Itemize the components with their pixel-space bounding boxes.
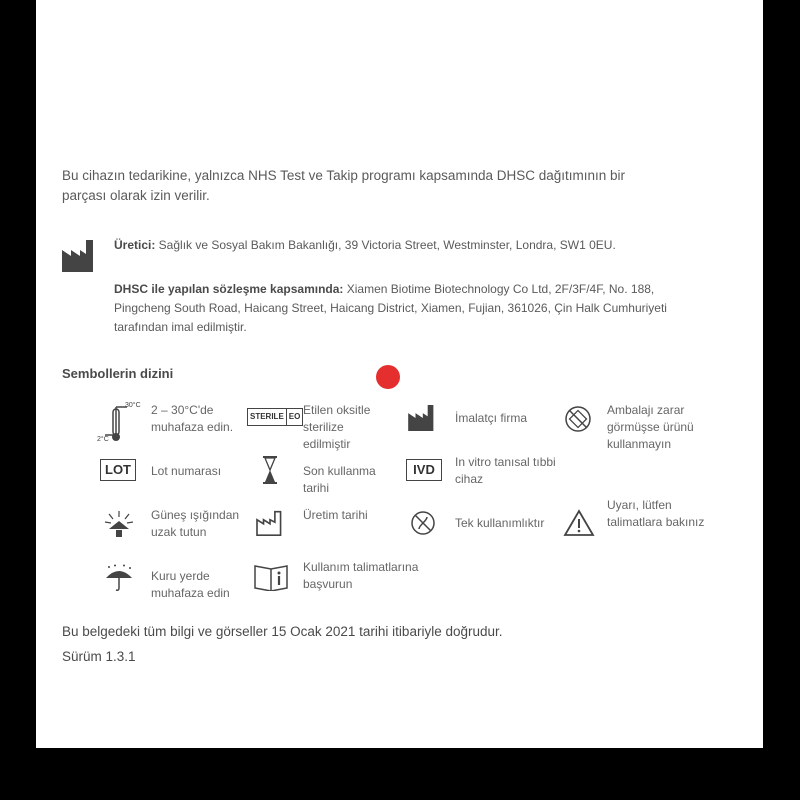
symbol-text-lot: Lot numarası (151, 464, 222, 478)
temp-lower-label: 2°C (97, 436, 109, 443)
hourglass-icon (262, 456, 278, 484)
accuracy-statement: Bu belgedeki tüm bilgi ve görseller 15 Ocak 2021 tarihi itibariyle doğrudur. (62, 624, 503, 639)
warning-icon (563, 509, 595, 537)
symbols-heading: Sembollerin dizini (62, 366, 174, 381)
umbrella-icon (104, 564, 134, 592)
symbol-text-ifu: Kullanım talimatlarına başvurun (303, 560, 419, 591)
single-use-icon (410, 510, 436, 536)
instructions-icon (253, 563, 289, 591)
ivd-icon: IVD (406, 459, 442, 481)
symbol-text-ivd: In vitro tanısal tıbbi cihaz (455, 455, 556, 486)
contract-text: Xiamen Biotime Biotechnology Co Ltd, 2F/3F/4F, No. 188, Pingcheng South Road, Haicang Street, Haicang District, Xiamen, Fujian, 361026, Çin Halk Cumhuriyeti tarafından imal edilmiştir. (114, 282, 667, 334)
contract-info (114, 280, 674, 337)
symbol-text-expiry: Son kullanma tarihi (303, 464, 376, 495)
eo-box-text: EO (288, 412, 301, 421)
intro-paragraph: Bu cihazın tedarikine, yalnızca NHS Test ve Takip programı kapsamında DHSC dağıtımının bir parçası olarak izin verilir. (62, 168, 626, 203)
symbol-text-manufacturer: İmalatçı firma (455, 411, 528, 425)
version-label: Sürüm 1.3.1 (62, 649, 136, 664)
red-dot-marker (376, 365, 400, 389)
contract-label: DHSC ile yapılan sözleşme kapsamında: (114, 282, 344, 296)
damaged-package-icon (564, 405, 592, 433)
symbol-text-sunlight: Güneş ışığından uzak tutun (151, 508, 240, 539)
symbol-text-manufacture-date: Üretim tarihi (303, 508, 368, 522)
lot-icon: LOT (100, 459, 136, 481)
manufacturer-label: Üretici: (114, 238, 156, 252)
temp-upper-label: 30°C (125, 402, 141, 409)
symbol-text-warning: Uyarı, lütfen talimatlara bakınız (607, 498, 705, 529)
sterile-box-text: STERILE (248, 409, 287, 425)
symbol-text-dry: Kuru yerde muhafaza edin (151, 569, 230, 600)
manufacture-date-icon (254, 510, 286, 536)
symbol-text-damaged: Ambalajı zarar görmüşse ürünü kullanmayın (607, 403, 694, 451)
symbol-text-sterile: Etilen oksitle sterilize edilmiştir (303, 403, 371, 451)
factory-icon (408, 405, 436, 431)
manufacturer-info (114, 236, 674, 254)
sunlight-icon (103, 509, 135, 539)
manufacturer-text: Sağlık ve Sosyal Bakım Bakanlığı, 39 Victoria Street, Westminster, Londra, SW1 0EU. (155, 238, 616, 252)
symbol-text-temp: 2 – 30°C'de muhafaza edin. (151, 403, 234, 434)
sterile-eo-icon (247, 408, 303, 426)
factory-icon (62, 240, 96, 272)
symbol-text-single-use: Tek kullanımlıktır (455, 516, 545, 530)
